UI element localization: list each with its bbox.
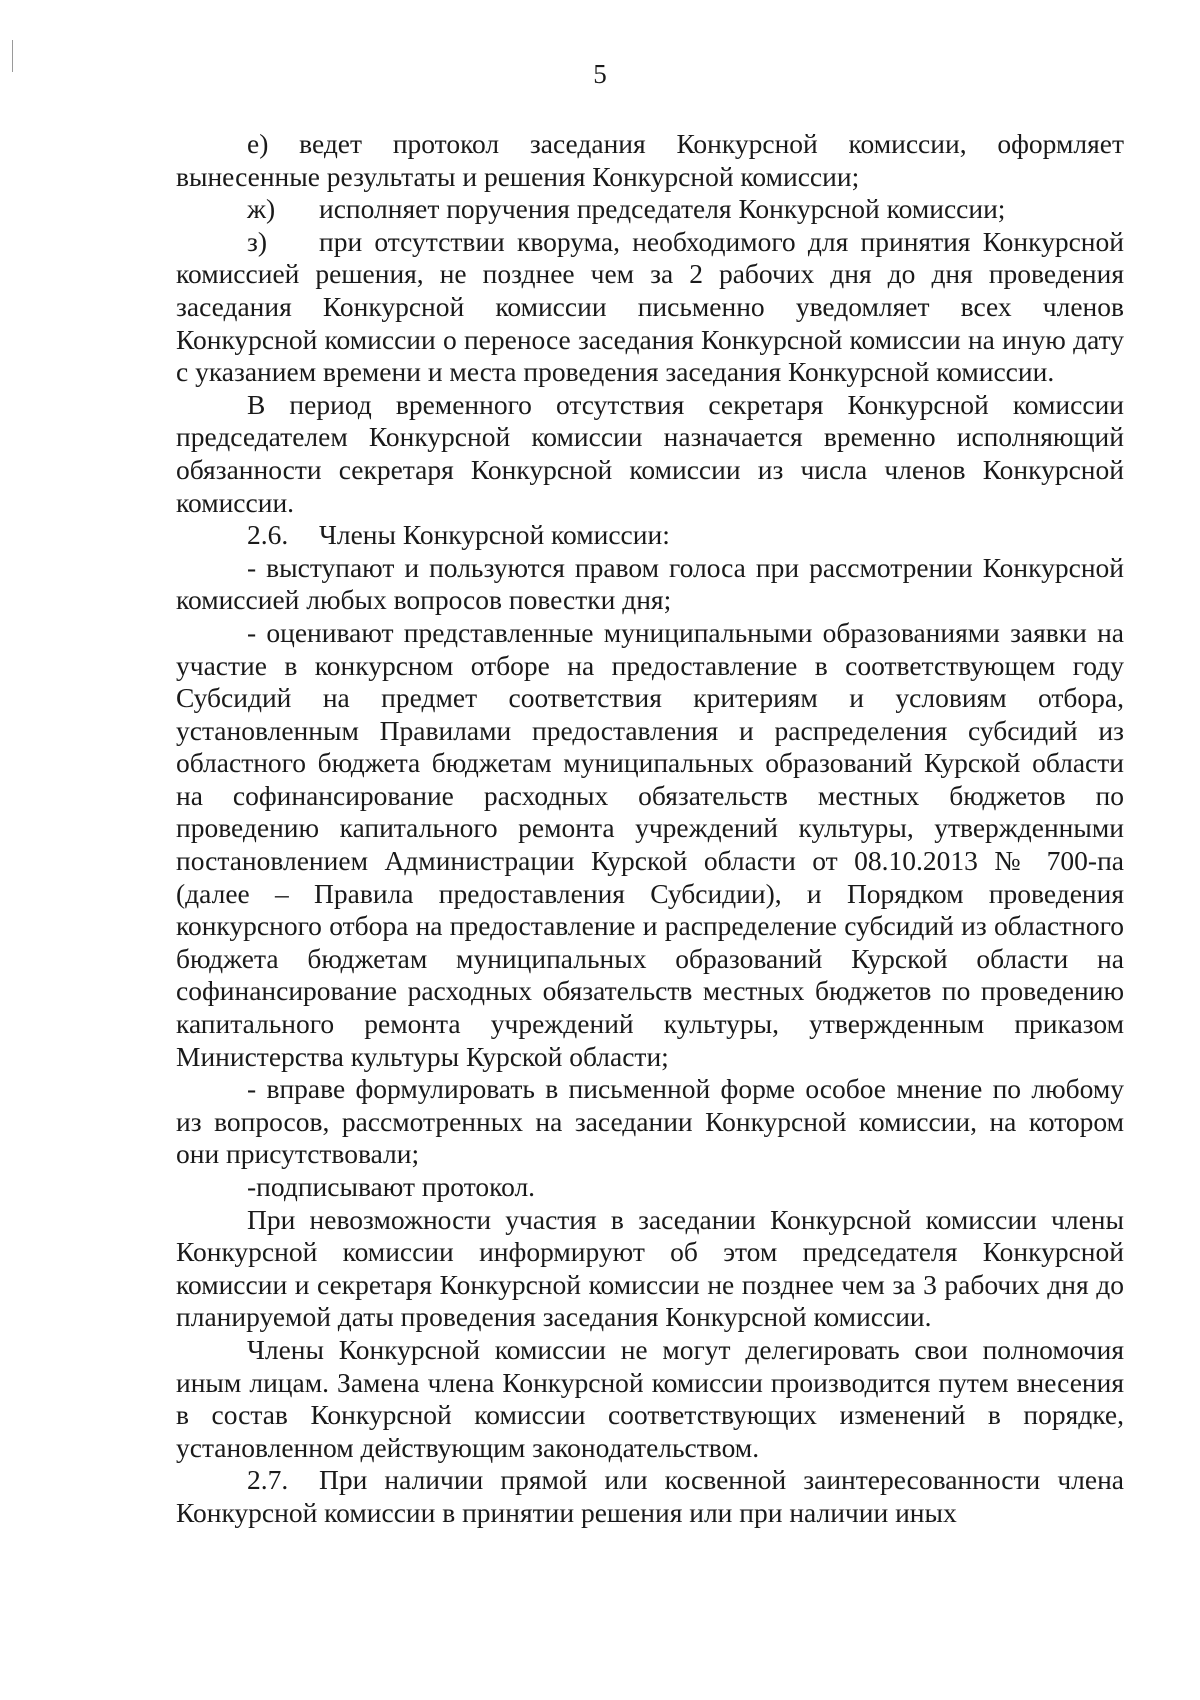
paragraph-absence-notice: При невозможности участия в заседании Конкурсной комиссии члены Конкурсной комиссии информируют об этом председателя Конкурсной комиссии и секретаря Конкурсной комиссии не позднее чем за 3 рабочих дня до планируемой даты проведения заседания Конкурсной комиссии.	[176, 1203, 1124, 1333]
section-2-6-heading	[176, 519, 1124, 552]
document-body	[176, 128, 1124, 1530]
section-number: 2.7.	[247, 1464, 289, 1496]
paragraph-members-evaluate: - оценивают представленные муниципальными образованиями заявки на участие в конкурсном отборе на предоставление в соответствующем году Субсидий на предмет соответствия критериям и условиям отбора, установленным Правилами предоставления и распределения субсидий из областного бюджета бюджетам муниципальных образований Курской области на софинансирование расходных обязательств местных бюджетов по проведению капитального ремонта учреждений культуры, утвержденными постановлением Администрации Курской области от 08.10.2013 № 700-па (далее – Правила предоставления Субсидии), и Порядком проведения конкурсного отбора на предоставление и распределение субсидий из областного бюджета бюджетам муниципальных образований Курской области на софинансирование расходных обязательств местных бюджетов по проведению капитального ремонта учреждений культуры, утвержденным приказом Министерства культуры Курской области;	[176, 616, 1124, 1072]
paragraph-text: исполняет поручения председателя Конкурсной комиссии;	[319, 193, 1006, 225]
paragraph-members-vote: - выступают и пользуются правом голоса при рассмотрении Конкурсной комиссией любых вопросов повестки дня;	[176, 551, 1124, 616]
list-marker: з)	[247, 225, 268, 257]
section-number: 2.6.	[247, 519, 289, 551]
list-marker: ж)	[247, 193, 276, 225]
paragraph-z-quorum-notice	[176, 226, 1124, 389]
paragraph-members-sign: -подписывают протокол.	[247, 1171, 536, 1202]
section-2-7-conflict-of-interest	[176, 1464, 1124, 1529]
paragraph-no-delegation: Члены Конкурсной комиссии не могут делегировать свои полномочия иным лицам. Замена члена Конкурсной комиссии производится путем внесения в состав Конкурсной комиссии соответствующих изменений в порядке, установленном действующим законодательством.	[176, 1333, 1124, 1463]
page-number: 5	[593, 59, 607, 89]
paragraph-text: Члены Конкурсной комиссии:	[319, 519, 670, 551]
paragraph-e-secretary-protocol: е) ведет протокол заседания Конкурсной комиссии, оформляет вынесенные результаты и решения Конкурсной комиссии;	[176, 128, 1124, 192]
paragraph-text: При наличии прямой или косвенной заинтересованности члена Конкурсной комиссии в принятии решения или при наличии иных	[176, 1464, 1124, 1528]
paragraph-secretary-absence: В период временного отсутствия секретаря Конкурсной комиссии председателем Конкурсной комиссии назначается временно исполняющий обязанности секретаря Конкурсной комиссии из числа членов Конкурсной комиссии.	[176, 388, 1124, 518]
paragraph-zh-chairman-orders	[176, 193, 1124, 226]
paragraph-members-dissent: - вправе формулировать в письменной форме особое мнение по любому из вопросов, рассмотренных на заседании Конкурсной комиссии, на котором они присутствовали;	[176, 1073, 1124, 1170]
paragraph-text: при отсутствии кворума, необходимого для принятия Конкурсной комиссией решения, не позднее чем за 2 рабочих дня до дня проведения заседания Конкурсной комиссии письменно уведомляет всех членов Конкурсной комиссии о переносе заседания Конкурсной комиссии на иную дату с указанием времени и места проведения заседания Конкурсной комиссии.	[176, 225, 1124, 388]
